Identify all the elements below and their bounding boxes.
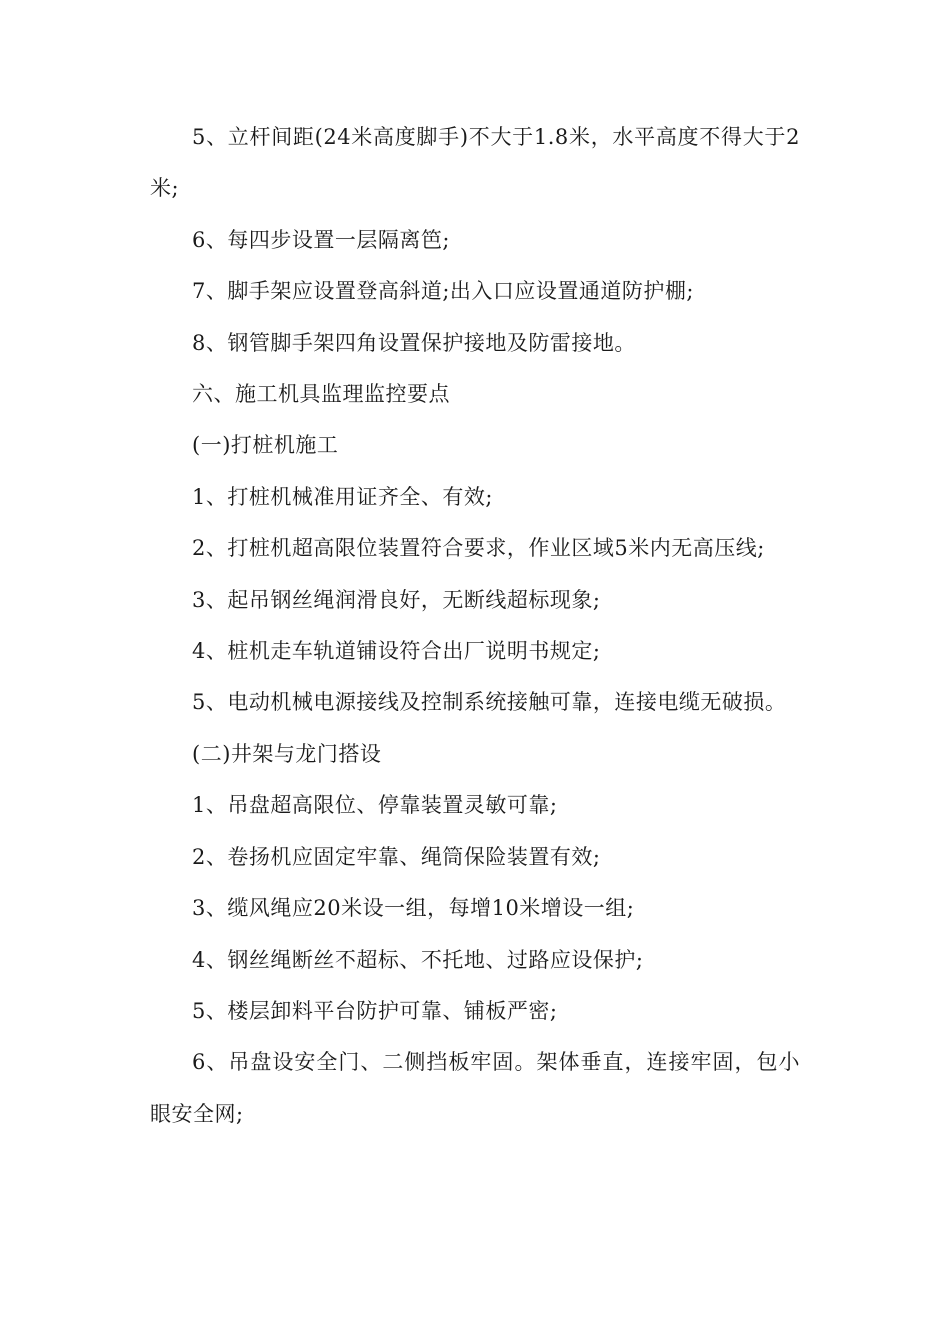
paragraph-pile-limit-device: 2、打桩机超高限位装置符合要求，作业区域5米内无高压线; <box>192 536 765 561</box>
subsection-heading-derrick: (二)井架与龙门搭设 <box>192 741 382 766</box>
subsection-heading-pile-driver: (一)打桩机施工 <box>192 433 339 458</box>
paragraph-power-wiring: 5、电动机械电源接线及控制系统接触可靠，连接电缆无破损。 <box>192 690 787 715</box>
paragraph-track-laying: 4、桩机走车轨道铺设符合出厂说明书规定; <box>192 639 601 664</box>
section-heading-machinery: 六、施工机具监理监控要点 <box>192 382 450 407</box>
document-body <box>150 112 800 1140</box>
paragraph-isolation-mat: 6、每四步设置一层隔离笆; <box>192 227 450 252</box>
paragraph-wire-rope: 3、起吊钢丝绳润滑良好，无断线超标现象; <box>192 587 601 612</box>
paragraph-guy-rope: 3、缆风绳应20米设一组，每增10米增设一组; <box>192 896 635 921</box>
paragraph-safety-gate: 6、吊盘设安全门、二侧挡板牢固。架体垂直，连接牢固，包小眼安全网; <box>150 1050 800 1126</box>
paragraph-ramp-and-shed: 7、脚手架应设置登高斜道;出入口应设置通道防护棚; <box>192 279 695 304</box>
paragraph-cage-limit: 1、吊盘超高限位、停靠装置灵敏可靠; <box>192 793 558 818</box>
paragraph-grounding: 8、钢管脚手架四角设置保护接地及防雷接地。 <box>192 330 636 355</box>
paragraph-unloading-platform: 5、楼层卸料平台防护可靠、铺板严密; <box>192 998 558 1023</box>
paragraph-winch: 2、卷扬机应固定牢靠、绳筒保险装置有效; <box>192 844 601 869</box>
paragraph-pole-spacing: 5、立杆间距(24米高度脚手)不大于1.8米，水平高度不得大于2米; <box>150 125 800 201</box>
paragraph-pile-permit: 1、打桩机械准用证齐全、有效; <box>192 484 493 509</box>
paragraph-rope-inspection: 4、钢丝绳断丝不超标、不托地、过路应设保护; <box>192 947 644 972</box>
